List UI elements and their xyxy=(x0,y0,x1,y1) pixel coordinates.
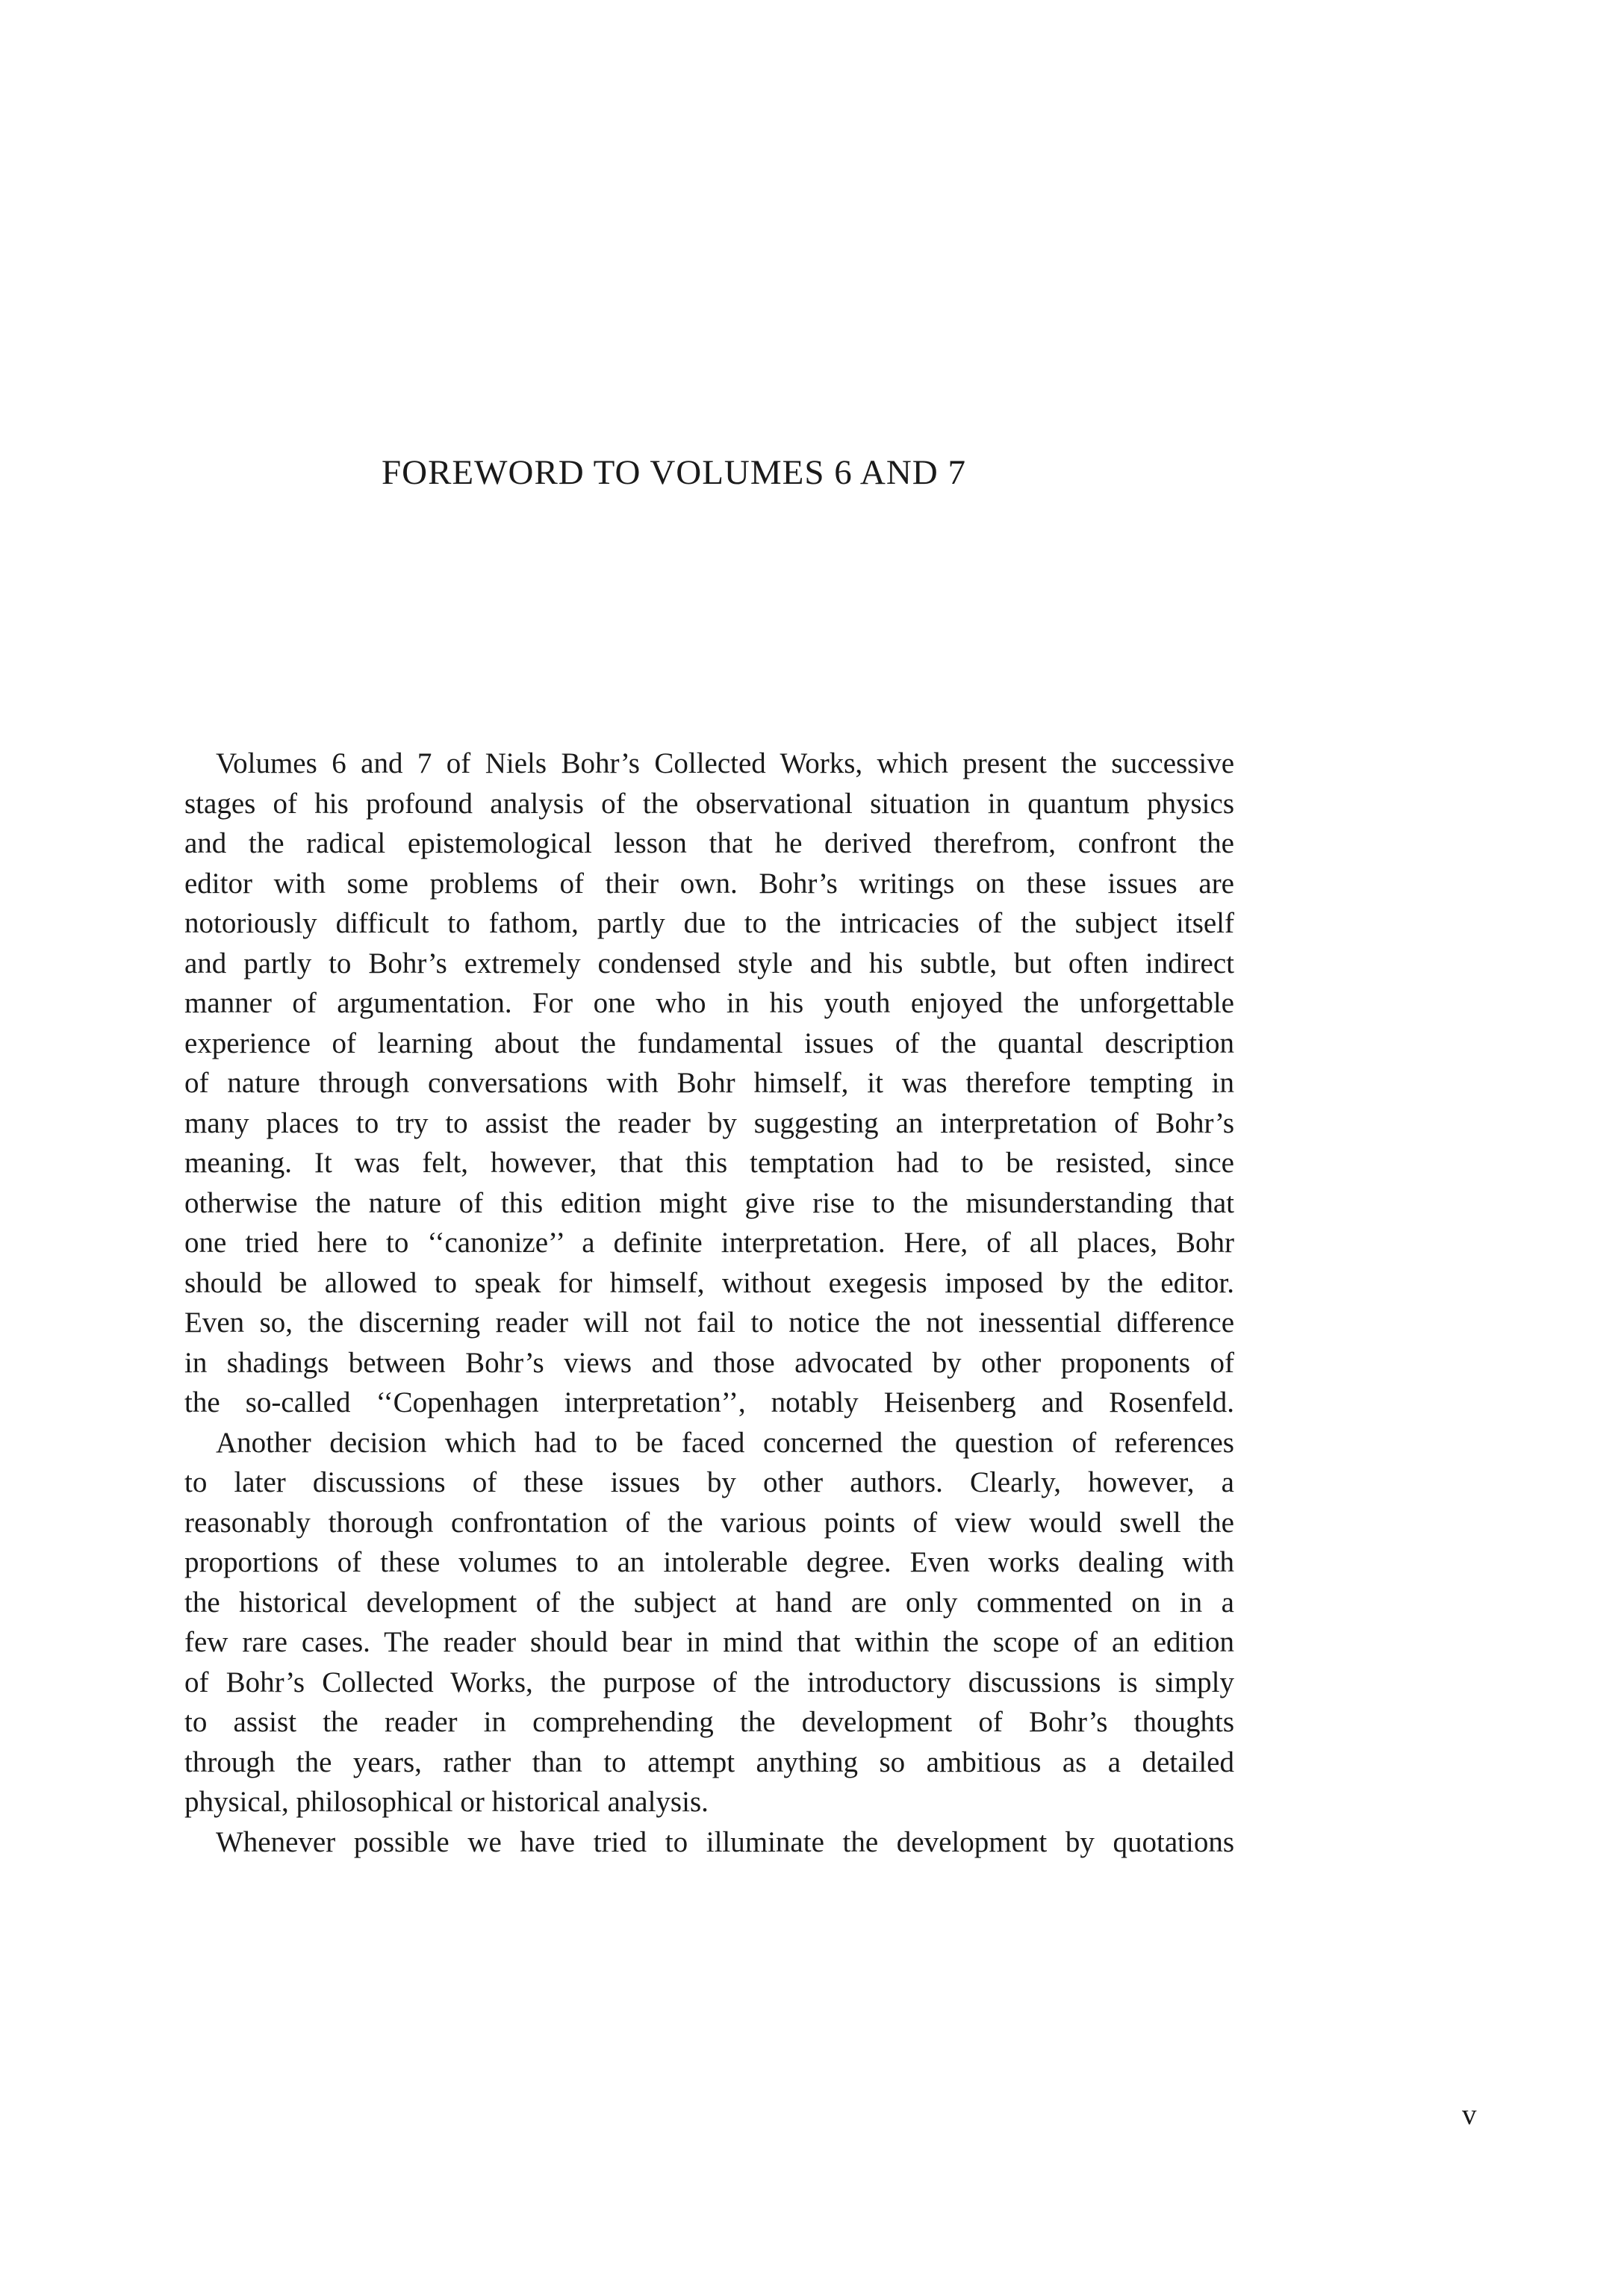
text-line: and partly to Bohr’s extremely condensed style and his subtle, but often indirect xyxy=(184,947,1234,980)
text-line: the historical development of the subject at hand are only commented on in a xyxy=(184,1586,1234,1619)
text-line: manner of argumentation. For one who in his youth enjoyed the unforgettable xyxy=(184,987,1234,1019)
text-line: editor with some problems of their own. Bohr’s writings on these issues are xyxy=(184,867,1234,900)
text-line: the so-called ‘‘Copenhagen interpretation’’, notably Heisenberg and Rosenfeld. xyxy=(184,1386,1234,1419)
text-line: to later discussions of these issues by other authors. Clearly, however, a xyxy=(184,1466,1234,1498)
text-line: Even so, the discerning reader will not fail to notice the not inessential difference xyxy=(184,1307,1234,1339)
text-line: physical, philosophical or historical analysis. xyxy=(184,1786,709,1818)
foreword-body xyxy=(184,744,1234,1862)
text-line: through the years, rather than to attempt anything so ambitious as a detailed xyxy=(184,1746,1234,1778)
text-line: Volumes 6 and 7 of Niels Bohr’s Collected Works, which present the successive xyxy=(216,747,1234,779)
text-line: to assist the reader in comprehending the development of Bohr’s thoughts xyxy=(184,1706,1234,1738)
page-title: FOREWORD TO VOLUMES 6 AND 7 xyxy=(382,453,966,492)
text-line: many places to try to assist the reader by suggesting an interpretation of Bohr’s xyxy=(184,1106,1234,1139)
text-line: experience of learning about the fundamental issues of the quantal description xyxy=(184,1027,1234,1059)
text-line: of Bohr’s Collected Works, the purpose of the introductory discussions is simply xyxy=(184,1666,1234,1698)
text-line: in shadings between Bohr’s views and those advocated by other proponents of xyxy=(184,1346,1234,1379)
text-line: Another decision which had to be faced concerned the question of references xyxy=(216,1426,1234,1459)
text-line: notoriously difficult to fathom, partly due to the intricacies of the subject itself xyxy=(184,907,1234,939)
page-number: v xyxy=(1462,2099,1477,2131)
text-line: meaning. It was felt, however, that this temptation had to be resisted, since xyxy=(184,1147,1234,1179)
text-line: and the radical epistemological lesson that he derived therefrom, confront the xyxy=(184,827,1234,859)
text-line: Whenever possible we have tried to illuminate the development by quotations xyxy=(216,1825,1234,1858)
text-line: should be allowed to speak for himself, without exegesis imposed by the editor. xyxy=(184,1266,1234,1299)
text-line: stages of his profound analysis of the observational situation in quantum physics xyxy=(184,787,1234,820)
text-line: reasonably thorough confrontation of the various points of view would swell the xyxy=(184,1506,1234,1539)
text-line: one tried here to ‘‘canonize’’ a definite interpretation. Here, of all places, Bohr xyxy=(184,1227,1234,1259)
text-line: few rare cases. The reader should bear in mind that within the scope of an edition xyxy=(184,1626,1234,1658)
text-line: proportions of these volumes to an intolerable degree. Even works dealing with xyxy=(184,1546,1234,1578)
text-line: otherwise the nature of this edition might give rise to the misunderstanding that xyxy=(184,1186,1234,1219)
text-line: of nature through conversations with Bohr himself, it was therefore tempting in xyxy=(184,1067,1234,1099)
